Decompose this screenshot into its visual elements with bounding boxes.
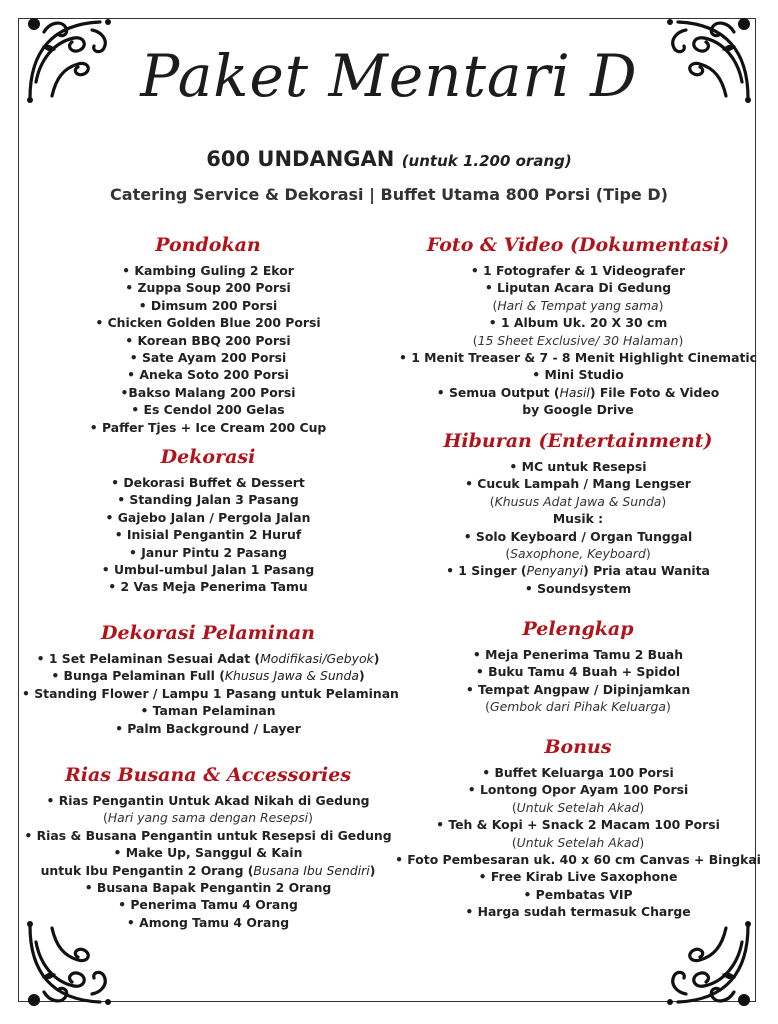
invitation-count-main: 600 UNDANGAN: [206, 147, 395, 171]
package-title: Paket Mentari D: [140, 42, 638, 110]
list-item: by Google Drive: [522, 402, 634, 418]
list-item: • 1 Menit Treaser & 7 - 8 Menit Highlight Cinematic: [399, 350, 757, 366]
list-item: • Palm Background / Layer: [115, 720, 301, 736]
list-item: • Korean BBQ 200 Porsi: [125, 332, 291, 348]
list-item: • Lontong Opor Ayam 100 Porsi: [467, 782, 689, 798]
list-item: • Teh & Kopi + Snack 2 Macam 100 Porsi: [436, 817, 720, 833]
list-item: • Cucuk Lampah / Mang Lengser: [465, 476, 691, 492]
list-item: untuk Ibu Pengantin 2 Orang (Busana Ibu Sendiri): [40, 862, 376, 878]
section-dekorasi: [22, 446, 394, 596]
list-item: • Paffer Tjes + Ice Cream 200 Cup: [89, 419, 327, 435]
list-item: • Buffet Keluarga 100 Porsi: [482, 765, 674, 780]
section-title: Dekorasi: [160, 446, 256, 468]
list-item: • Make Up, Sanggul & Kain: [113, 845, 303, 861]
list-item: • Tempat Angpaw / Dipinjamkan: [465, 681, 691, 697]
list-item: • 1 Album Uk. 20 X 30 cm: [488, 315, 668, 331]
list-item: • Rias & Busana Pengantin untuk Resepsi di Gedung: [24, 827, 392, 843]
list-note: (15 Sheet Exclusive/ 30 Halaman): [472, 332, 684, 348]
section-title: Dekorasi Pelaminan: [101, 622, 315, 644]
list-item: • Among Tamu 4 Orang: [126, 914, 290, 930]
section-dekorasi-pelaminan: [22, 622, 399, 737]
section-bonus: [394, 736, 762, 921]
list-item: • Sate Ayam 200 Porsi: [129, 350, 287, 366]
list-note: (Khusus Adat Jawa & Sunda): [489, 493, 667, 509]
list-item: • Busana Bapak Pengantin 2 Orang: [84, 880, 332, 896]
list-item: • Harga sudah termasuk Charge: [465, 904, 691, 920]
list-item: •Bakso Malang 200 Porsi: [120, 384, 296, 400]
section-pondokan: [22, 234, 394, 436]
list-item: • Semua Output (Hasil) File Foto & Video: [436, 384, 720, 400]
list-item: • Meja Penerima Tamu 2 Buah: [472, 647, 684, 662]
list-item: • 1 Fotografer & 1 Videografer: [470, 263, 686, 278]
list-item: • Umbul-umbul Jalan 1 Pasang: [101, 562, 315, 578]
list-item: • Bunga Pelaminan Full (Khusus Jawa & Sunda): [51, 668, 365, 684]
list-item: • Gajebo Jalan / Pergola Jalan: [105, 509, 311, 525]
section-title: Bonus: [544, 736, 612, 758]
list-item: • Pembatas VIP: [523, 886, 633, 902]
list-item: • Chicken Golden Blue 200 Porsi: [95, 315, 321, 331]
list-item: • Standing Jalan 3 Pasang: [117, 492, 299, 508]
corner-ornament-icon: [664, 920, 756, 1012]
list-item: • Buku Tamu 4 Buah + Spidol: [475, 664, 681, 680]
list-item: • Standing Flower / Lampu 1 Pasang untuk Pelaminan: [22, 685, 399, 701]
corner-ornament-icon: [22, 920, 114, 1012]
list-item: • 1 Set Pelaminan Sesuai Adat (Modifikasi/Gebyok): [36, 651, 380, 666]
list-note: (Untuk Setelah Akad): [511, 799, 645, 815]
item-list: [22, 474, 394, 596]
section-pelengkap: [394, 618, 762, 716]
list-item: • Aneka Soto 200 Porsi: [127, 367, 289, 383]
list-note: (Untuk Setelah Akad): [511, 834, 645, 850]
list-item: • Kambing Guling 2 Ekor: [122, 263, 294, 278]
list-item: • Free Kirab Live Saxophone: [478, 869, 678, 885]
list-item: • 1 Singer (Penyanyi) Pria atau Wanita: [446, 563, 710, 579]
section-title: Pondokan: [155, 234, 261, 256]
invitation-count: [0, 147, 778, 171]
list-item: • Dekorasi Buffet & Dessert: [111, 475, 305, 490]
list-item: • Es Cendol 200 Gelas: [131, 402, 285, 418]
item-list: [22, 262, 394, 436]
list-item: • Taman Pelaminan: [140, 703, 276, 719]
section-title: Rias Busana & Accessories: [64, 764, 352, 786]
section-foto-video: [394, 234, 762, 419]
list-note: (Hari & Tempat yang sama): [492, 297, 664, 313]
list-item: • Foto Pembesaran uk. 40 x 60 cm Canvas + Bingkai: [395, 852, 761, 868]
list-note: (Saxophone, Keyboard): [505, 546, 651, 562]
invitation-count-note: (untuk 1.200 orang): [401, 152, 572, 170]
list-item: • Janur Pintu 2 Pasang: [129, 544, 287, 560]
list-note: (Gembok dari Pihak Keluarga): [485, 699, 671, 715]
list-note: (Hari yang sama dengan Resepsi): [103, 810, 313, 826]
list-item: • Solo Keyboard / Organ Tunggal: [463, 528, 693, 544]
section-title: Hiburan (Entertainment): [443, 430, 713, 452]
list-item: • Mini Studio: [532, 367, 624, 383]
list-item: • Soundsystem: [524, 580, 632, 596]
section-hiburan: [394, 430, 762, 597]
list-item: Musik :: [552, 511, 604, 527]
section-title: Foto & Video (Dokumentasi): [426, 234, 730, 256]
list-item: • Liputan Acara Di Gedung: [484, 280, 672, 296]
list-item: • MC untuk Resepsi: [509, 459, 647, 474]
list-item: • 2 Vas Meja Penerima Tamu: [108, 579, 308, 595]
section-rias-busana: [22, 764, 394, 931]
list-item: • Penerima Tamu 4 Orang: [118, 897, 298, 913]
list-item: • Dimsum 200 Porsi: [138, 297, 278, 313]
list-item: • Zuppa Soup 200 Porsi: [125, 280, 291, 296]
package-summary: Catering Service & Dekorasi | Buffet Utama 800 Porsi (Tipe D): [110, 185, 668, 204]
list-item: • Rias Pengantin Untuk Akad Nikah di Gedung: [46, 793, 370, 808]
section-title: Pelengkap: [522, 618, 634, 640]
list-item: • Inisial Pengantin 2 Huruf: [114, 527, 302, 543]
